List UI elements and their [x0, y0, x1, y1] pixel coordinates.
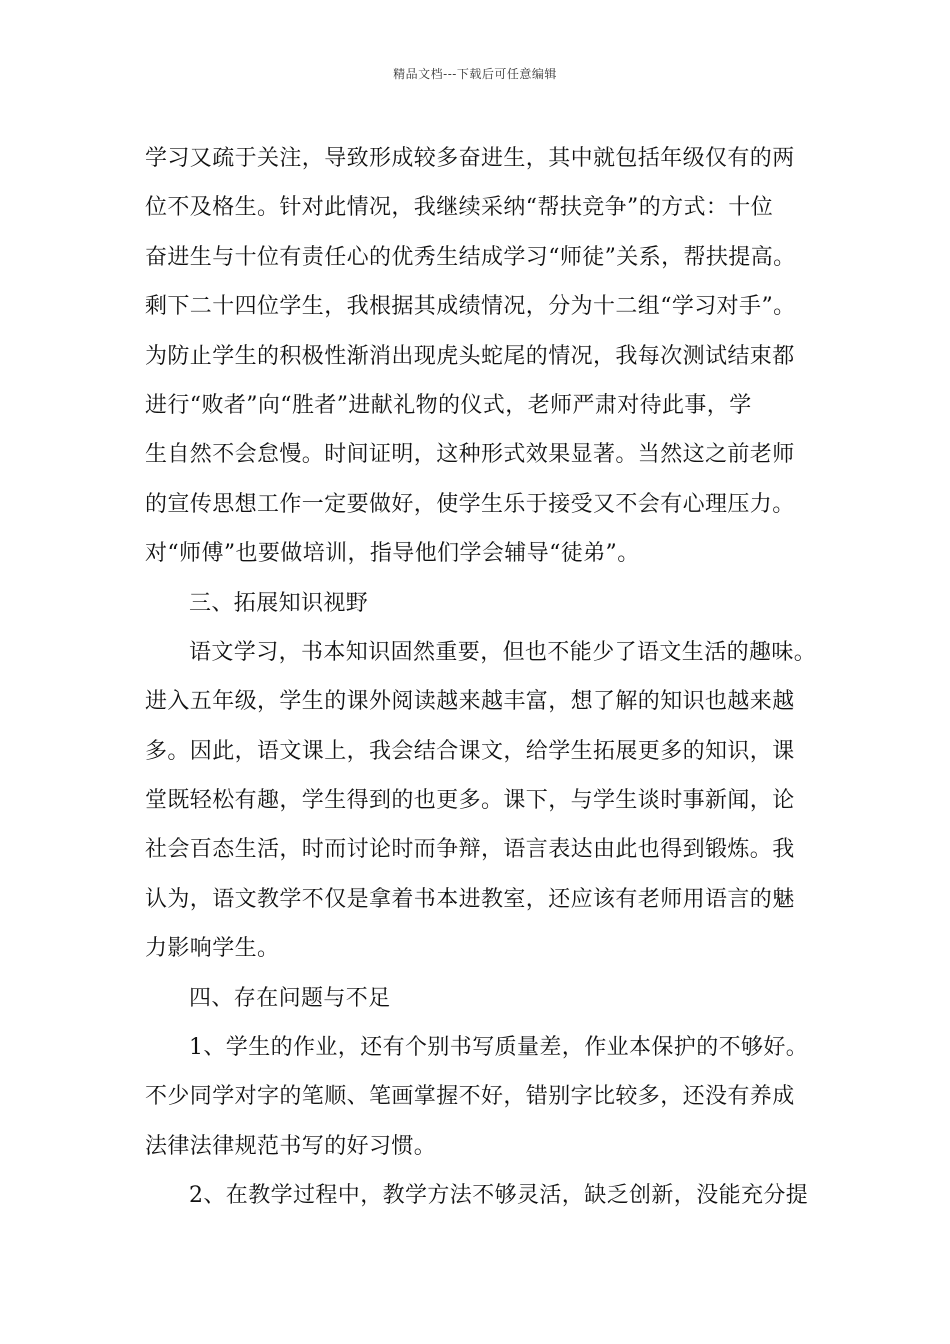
text-line: 不少同学对字的笔顺、笔画掌握不好，错别字比较多，还没有养成 — [145, 1084, 795, 1110]
text-line: 堂既轻松有趣，学生得到的也更多。课下，与学生谈时事新闻，论 — [145, 788, 795, 814]
text-line: 位不及格生。针对此情况，我继续采纳“帮扶竞争”的方式：十位 — [145, 195, 774, 221]
page-header: 精品文档---下载后可任意编辑 — [393, 67, 557, 81]
text-line: 为防止学生的积极性渐消出现虎头蛇尾的情况，我每次测试结束都 — [145, 343, 795, 369]
text-line: 2、在教学过程中，教学方法不够灵活，缺乏创新，没能充分提 — [189, 1183, 809, 1209]
text-line: 1、学生的作业，还有个别书写质量差，作业本保护的不够好。 — [189, 1035, 809, 1061]
document-body — [145, 134, 825, 1221]
text-line: 学习又疏于关注，导致形成较多奋进生，其中就包括年级仅有的两 — [145, 146, 795, 171]
text-line: 四、存在问题与不足 — [189, 985, 391, 1011]
text-line: 对“师傅”也要做培训，指导他们学会辅导“徒弟”。 — [145, 541, 640, 567]
text-line: 多。因此，语文课上，我会结合课文，给学生拓展更多的知识，课 — [145, 738, 795, 764]
text-line: 法律法律规范书写的好习惯。 — [145, 1133, 437, 1159]
text-line: 剩下二十四位学生，我根据其成绩情况，分为十二组“学习对手”。 — [145, 294, 796, 320]
text-line: 进入五年级，学生的课外阅读越来越丰富，想了解的知识也越来越 — [145, 689, 795, 715]
text-line: 进行“败者”向“胜者”进献礼物的仪式，老师严肃对待此事，学 — [145, 392, 752, 418]
text-line: 语文学习，书本知识固然重要，但也不能少了语文生活的趣味。 — [189, 639, 817, 665]
text-line: 奋进生与十位有责任心的优秀生结成学习“师徒”关系，帮扶提高。 — [145, 244, 796, 270]
text-line: 的宣传思想工作一定要做好，使学生乐于接受又不会有心理压力。 — [145, 491, 795, 517]
text-line: 力影响学生。 — [145, 936, 280, 962]
text-line: 生自然不会怠慢。时间证明，这种形式效果显著。当然这之前老师 — [145, 442, 795, 468]
text-line: 社会百态生活，时而讨论时而争辩，语言表达由此也得到锻炼。我 — [145, 837, 795, 863]
text-line: 三、拓展知识视野 — [189, 590, 369, 616]
text-line: 认为，语文教学不仅是拿着书本进教室，还应该有老师用语言的魅 — [145, 886, 795, 912]
